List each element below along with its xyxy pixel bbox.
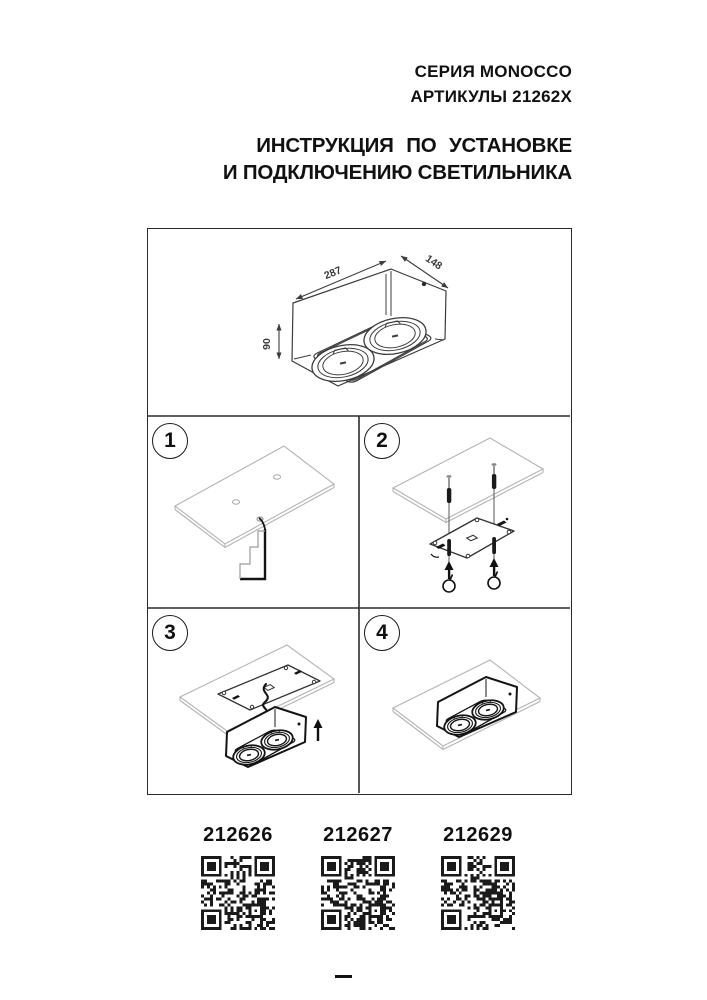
instruction-frame <box>147 228 572 795</box>
svg-text:90: 90 <box>261 338 273 350</box>
article-code: 212629 <box>443 824 513 846</box>
series-label: СЕРИЯ MONOCCO <box>414 62 572 81</box>
qr-code <box>321 856 395 930</box>
instruction-drawings <box>148 229 570 793</box>
article-block <box>178 824 298 930</box>
step-number: 2 <box>376 429 388 452</box>
qr-code <box>441 856 515 930</box>
step-number: 3 <box>164 621 176 644</box>
step-badge-3 <box>152 615 188 651</box>
product-dimension-drawing <box>261 253 448 387</box>
lift-arrow <box>314 719 323 741</box>
step-number: 1 <box>164 429 176 452</box>
step3-drawing <box>180 645 334 767</box>
step-number: 4 <box>376 621 388 644</box>
page-title <box>223 132 572 186</box>
svg-text:148: 148 <box>423 252 445 273</box>
step4-drawing <box>393 660 540 750</box>
title-line-2: И ПОДКЛЮЧЕНИЮ СВЕТИЛЬНИКА <box>222 161 572 184</box>
series-header <box>410 59 572 109</box>
article-code: 212627 <box>323 824 393 846</box>
step1-drawing <box>175 446 334 579</box>
fold-mark <box>335 975 352 978</box>
article-block <box>298 824 418 930</box>
cable-channel <box>240 529 265 579</box>
articles-label: АРТИКУЛЫ 21262X <box>410 87 572 106</box>
step2-drawing <box>393 438 543 592</box>
article-code: 212626 <box>203 824 273 846</box>
qr-code <box>201 856 275 930</box>
step-badge-4 <box>364 615 400 651</box>
svg-text:287: 287 <box>322 264 344 283</box>
dimension-height <box>261 324 279 359</box>
article-block <box>418 824 538 930</box>
step-badge-2 <box>364 423 400 459</box>
step-badge-1 <box>152 423 188 459</box>
mounting-hole-dot <box>422 282 426 286</box>
title-line-1: ИНСТРУКЦИЯ ПО УСТАНОВКЕ <box>256 134 572 157</box>
